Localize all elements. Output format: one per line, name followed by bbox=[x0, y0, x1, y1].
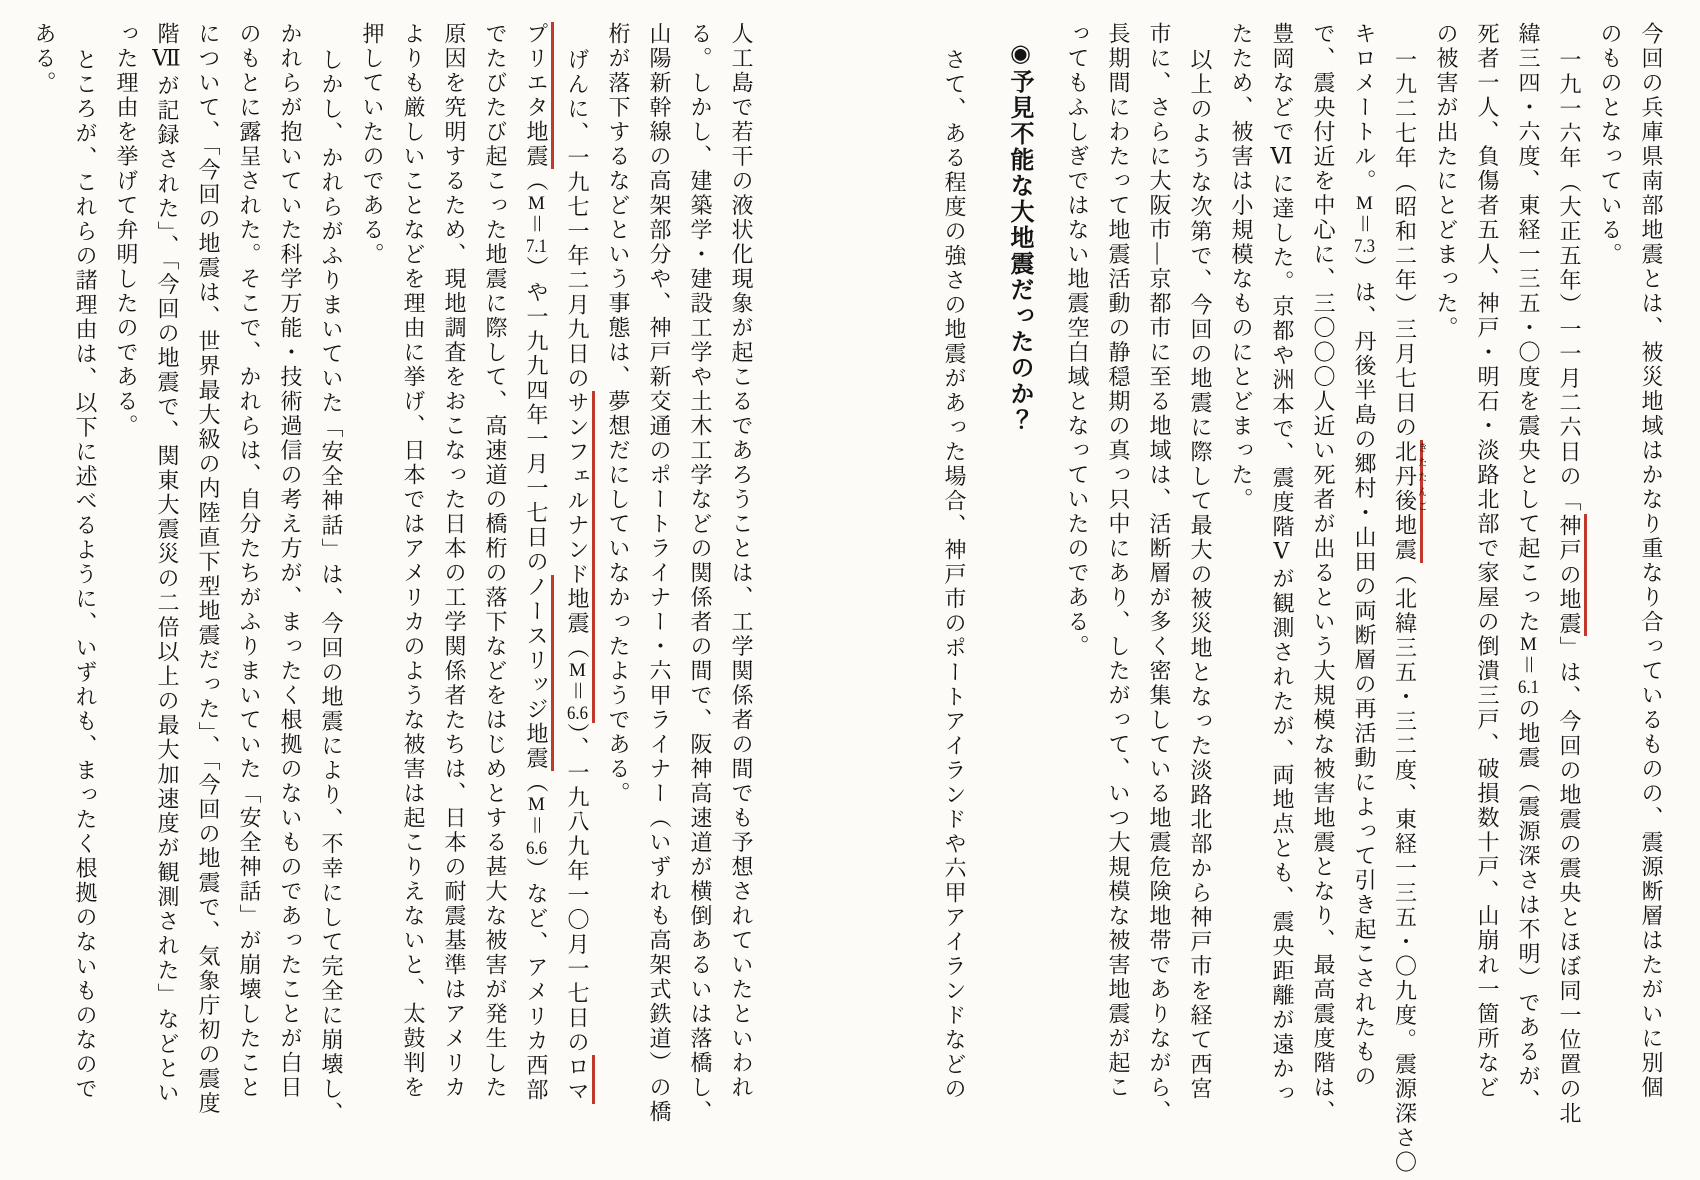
text-column: でたびたび起こった地震に際して、高速道の橋桁の落下などをはじめとする甚大な被害が発生した bbox=[483, 22, 508, 1100]
text-column: で、震央付近を中心に、三〇〇〇人近い死者が出るという大規模な被害地震となり、最高震度階は、 bbox=[1311, 22, 1336, 1125]
text-column: 長期間にわたって地震活動の静穏期の真っ只中にあり、したがって、いつ大規模な被害地震が起こ bbox=[1106, 22, 1131, 1100]
text-column: った理由を挙げて弁明したのである。 bbox=[114, 22, 139, 439]
text-column: げんに、一九七一年二月九日のサンフェルナンド地震（M＝6.6）、一九八九年一〇月一七日のロマ bbox=[557, 22, 598, 1180]
text-column: さて、ある程度の強さの地震があった場合、神戸市のポートアイランドや六甲アイランドなどの bbox=[942, 48, 967, 1102]
text-column: ある。 bbox=[32, 22, 57, 96]
text-column: たため、被害は小規模なものにとどまった。 bbox=[1229, 22, 1254, 512]
text-column: のもとに露呈された。そこで、かれらは、自分たちがふりまいていた「安全神話」が崩壊したこと bbox=[237, 22, 262, 1100]
text-column: 原因を究明するため、現地調査をおこなった日本の工学関係者たちは、日本の耐震基準はアメリカ bbox=[442, 22, 467, 1100]
magnitude-value: 6.1 bbox=[1518, 678, 1539, 698]
red-sideline-emphasis: プリエタ地震 bbox=[524, 22, 554, 169]
text-column: 押していたのである。 bbox=[360, 22, 385, 267]
text-column: 以上のような次第で、今回の地震に際して最大の被災地となった淡路北部から神戸市を経て西宮 bbox=[1188, 48, 1213, 1102]
text-column: について、「今回の地震は、世界最大級の内陸直下型地震だった」、「今回の地震で、気象庁初の震度 bbox=[196, 22, 221, 1116]
text-column: る。しかし、建築学・建設工学や土木工学などの関係者の間で、阪神高速道が横倒あるいは落橋し、 bbox=[688, 22, 713, 1125]
text-column: よりも厳しいことなどを理由に挙げ、日本ではアメリカのような被害は起こりえないと、太鼓判を bbox=[401, 22, 426, 1100]
magnitude-value: M bbox=[1356, 193, 1373, 213]
magnitude-value: M bbox=[528, 193, 545, 213]
text-column: 一九一六年（大正五年）一一月二六日の「神戸の地震」は、今回の地震の震央とほぼ同一位置の北 bbox=[1549, 22, 1590, 1180]
red-sideline-emphasis: ノースリッジ地震 bbox=[524, 575, 554, 771]
text-column: 人工島で若干の液状化現象が起こるであろうことは、工学関係者の間でも予想されていたといわれ bbox=[729, 22, 754, 1100]
magnitude-value: 6.6 bbox=[526, 838, 547, 858]
text-column: かれらが抱いていた科学万能・技術過信の考え方が、まったく根拠のないものであったことが白日 bbox=[278, 22, 303, 1100]
text-column: 豊岡などでⅥに達した。京都や洲本で、震度階Ⅴが観測されたが、両地点とも、震央距離が遠かっ bbox=[1270, 22, 1295, 1106]
text-column: のものとなっている。 bbox=[1598, 22, 1623, 267]
magnitude-value: 7.1 bbox=[526, 237, 547, 257]
red-sideline-emphasis: 北丹後きたたんご地震 bbox=[1392, 440, 1426, 563]
text-column: 緯三四・六度、東経一三五・〇度を震央として起こったM＝6.1の地震（震源深さは不明）であるが、 bbox=[1516, 22, 1541, 1114]
text-column: キロメートル。M＝7.3）は、丹後半島の郷村・山田の両断層の再活動によって引き起こされたもの bbox=[1352, 22, 1377, 1090]
magnitude-value: M bbox=[569, 660, 586, 680]
text-column: プリエタ地震（M＝7.1）や一九九四年一月一七日のノースリッジ地震（M＝6.6）など、アメリカ西部 bbox=[516, 22, 557, 1180]
magnitude-value: 7.3 bbox=[1354, 237, 1375, 257]
text-column: 今回の兵庫県南部地震とは、被災地域はかなり重なり合っているものの、震源断層はたがいに別個 bbox=[1639, 22, 1664, 1100]
text-column: ってもふしぎではない地震空白域となっていたのである。 bbox=[1065, 22, 1090, 659]
text-column: 山陽新幹線の高架部分や、神戸新交通のポートライナー・六甲ライナー（いずれも高架式鉄道）の橋 bbox=[647, 22, 672, 1125]
text-column: 死者一人、負傷者五人、神戸・明石・淡路北部で家屋の倒潰三戸、破損数十戸、山崩れ一箇所など bbox=[1475, 22, 1500, 1100]
red-sideline-emphasis: 神戸の地震 bbox=[1557, 514, 1587, 637]
red-sideline-emphasis: サンフェルナンド地震（M＝6.6 bbox=[565, 391, 595, 723]
magnitude-value: M bbox=[1520, 634, 1537, 654]
page-right bbox=[930, 0, 1672, 1180]
magnitude-value: 6.6 bbox=[567, 704, 588, 724]
text-column: の被害が出たにとどまった。 bbox=[1434, 22, 1459, 341]
red-sideline-emphasis: ロマ bbox=[565, 1055, 595, 1104]
magnitude-value: M bbox=[528, 795, 545, 815]
text-column: ところが、これらの諸理由は、以下に述べるように、いずれも、まったく根拠のないものなので bbox=[73, 48, 98, 1102]
text-column: 一九二七年（昭和二年）三月七日の北丹後きたたんご地震（北緯三五・三二度、東経一三五・〇九度。震源深さ〇 bbox=[1392, 48, 1426, 1175]
furigana: 北丹後きたたんご bbox=[1392, 440, 1426, 514]
page-left bbox=[20, 0, 762, 1180]
text-column: 桁が落下するなどという事態は、夢想だにしていなかったようである。 bbox=[606, 22, 631, 806]
section-heading: ◉予見不能な大地震だったのか？ bbox=[1006, 38, 1032, 433]
text-column: 階Ⅶが記録された」、「今回の地震で、関東大震災の二倍以上の最大加速度が観測された」などとい bbox=[155, 22, 180, 1106]
text-column: しかし、かれらがふりまいていた「安全神話」は、今回の地震により、不幸にして完全に崩壊し、 bbox=[319, 48, 344, 1126]
text-column: 市に、さらに大阪市―京都市に至る地域は、活断層が多く密集している地震危険地帯でありながら、 bbox=[1147, 22, 1172, 1125]
